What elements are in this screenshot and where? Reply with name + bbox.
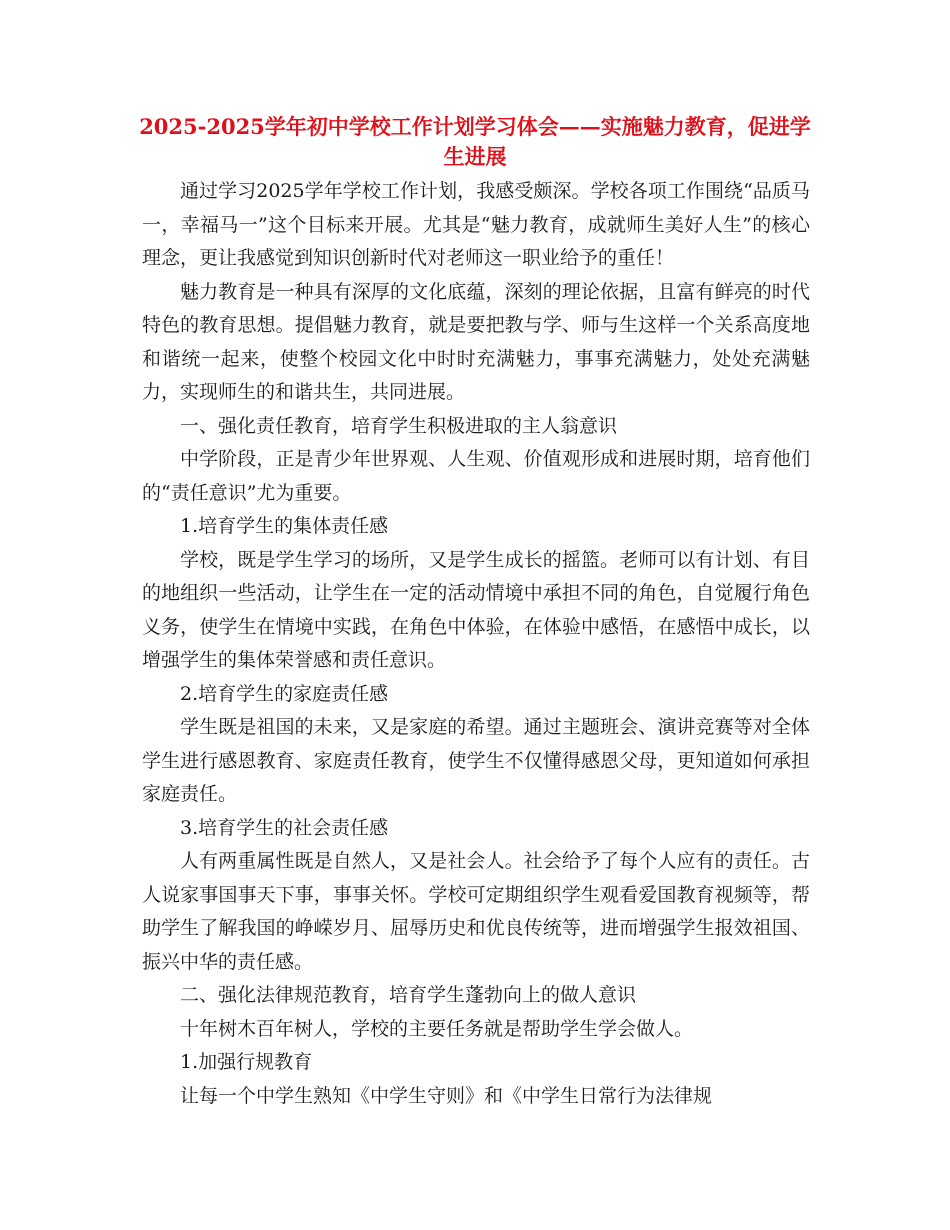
paragraph: 中学阶段，正是青少年世界观、人生观、价值观形成和进展时期，培育他们的“责任意识”尤为重要。 [142,448,810,504]
paragraph: 十年树木百年树人，学校的主要任务就是帮助学生学会做人。 [180,1017,694,1040]
paragraph-truncated: 让每一个中学生熟知《中学生守则》和《中学生日常行为法律规 [180,1084,713,1107]
subheading-2-1: 1.加强行规教育 [180,1051,313,1073]
paragraph: 学生既是祖国的未来，又是家庭的希望。通过主题班会、演讲竞赛等对全体学生进行感恩教育、家庭责任教育，使学生不仅懂得感恩父母，更知道如何承担家庭责任。 [142,716,810,805]
section-heading-2: 二、强化法律规范教育，培育学生蓬勃向上的做人意识 [180,984,637,1006]
subheading-1-1: 1.培育学生的集体责任感 [180,515,389,537]
document-body [142,175,810,1113]
paragraph: 人有两重属性既是自然人，又是社会人。社会给予了每个人应有的责任。古人说家事国事天下事，事事关怀。学校可定期组织学生观看爱国教育视频等，帮助学生了解我国的峥嵘岁月、屈辱历史和优良传统等，进而增强学生报效祖国、振兴中华的责任感。 [142,850,810,973]
paragraph: 学校，既是学生学习的场所，又是学生成长的摇篮。老师可以有计划、有目的地组织一些活动，让学生在一定的活动情境中承担不同的角色，自觉履行角色义务，使学生在情境中实践，在角色中体验，在体验中感悟，在感悟中成长，以增强学生的集体荣誉感和责任意识。 [142,548,810,671]
subheading-1-2: 2.培育学生的家庭责任感 [180,682,389,705]
document-title: 2025-2025学年初中学校工作计划学习体会——实施魅力教育，促进学生进展 [139,114,811,169]
paragraph-intro: 通过学习2025学年学校工作计划，我感受颇深。学校各项工作围绕“品质马一，幸福马一”这个目标来开展。尤其是“魅力教育，成就师生美好人生”的核心理念，更让我感觉到知识创新时代对老师这一职业给予的重任！ [142,180,810,269]
paragraph-charm-education: 魅力教育是一种具有深厚的文化底蕴，深刻的理论依据，且富有鲜亮的时代特色的教育思想。提倡魅力教育，就是要把教与学、师与生这样一个关系高度地和谐统一起来，使整个校园文化中时时充满魅力，事事充满魅力，处处充满魅力，实现师生的和谐共生，共同进展。 [142,280,810,403]
section-heading-1: 一、强化责任教育，培育学生积极进取的主人翁意识 [180,414,618,437]
subheading-1-3: 3.培育学生的社会责任感 [180,816,389,839]
